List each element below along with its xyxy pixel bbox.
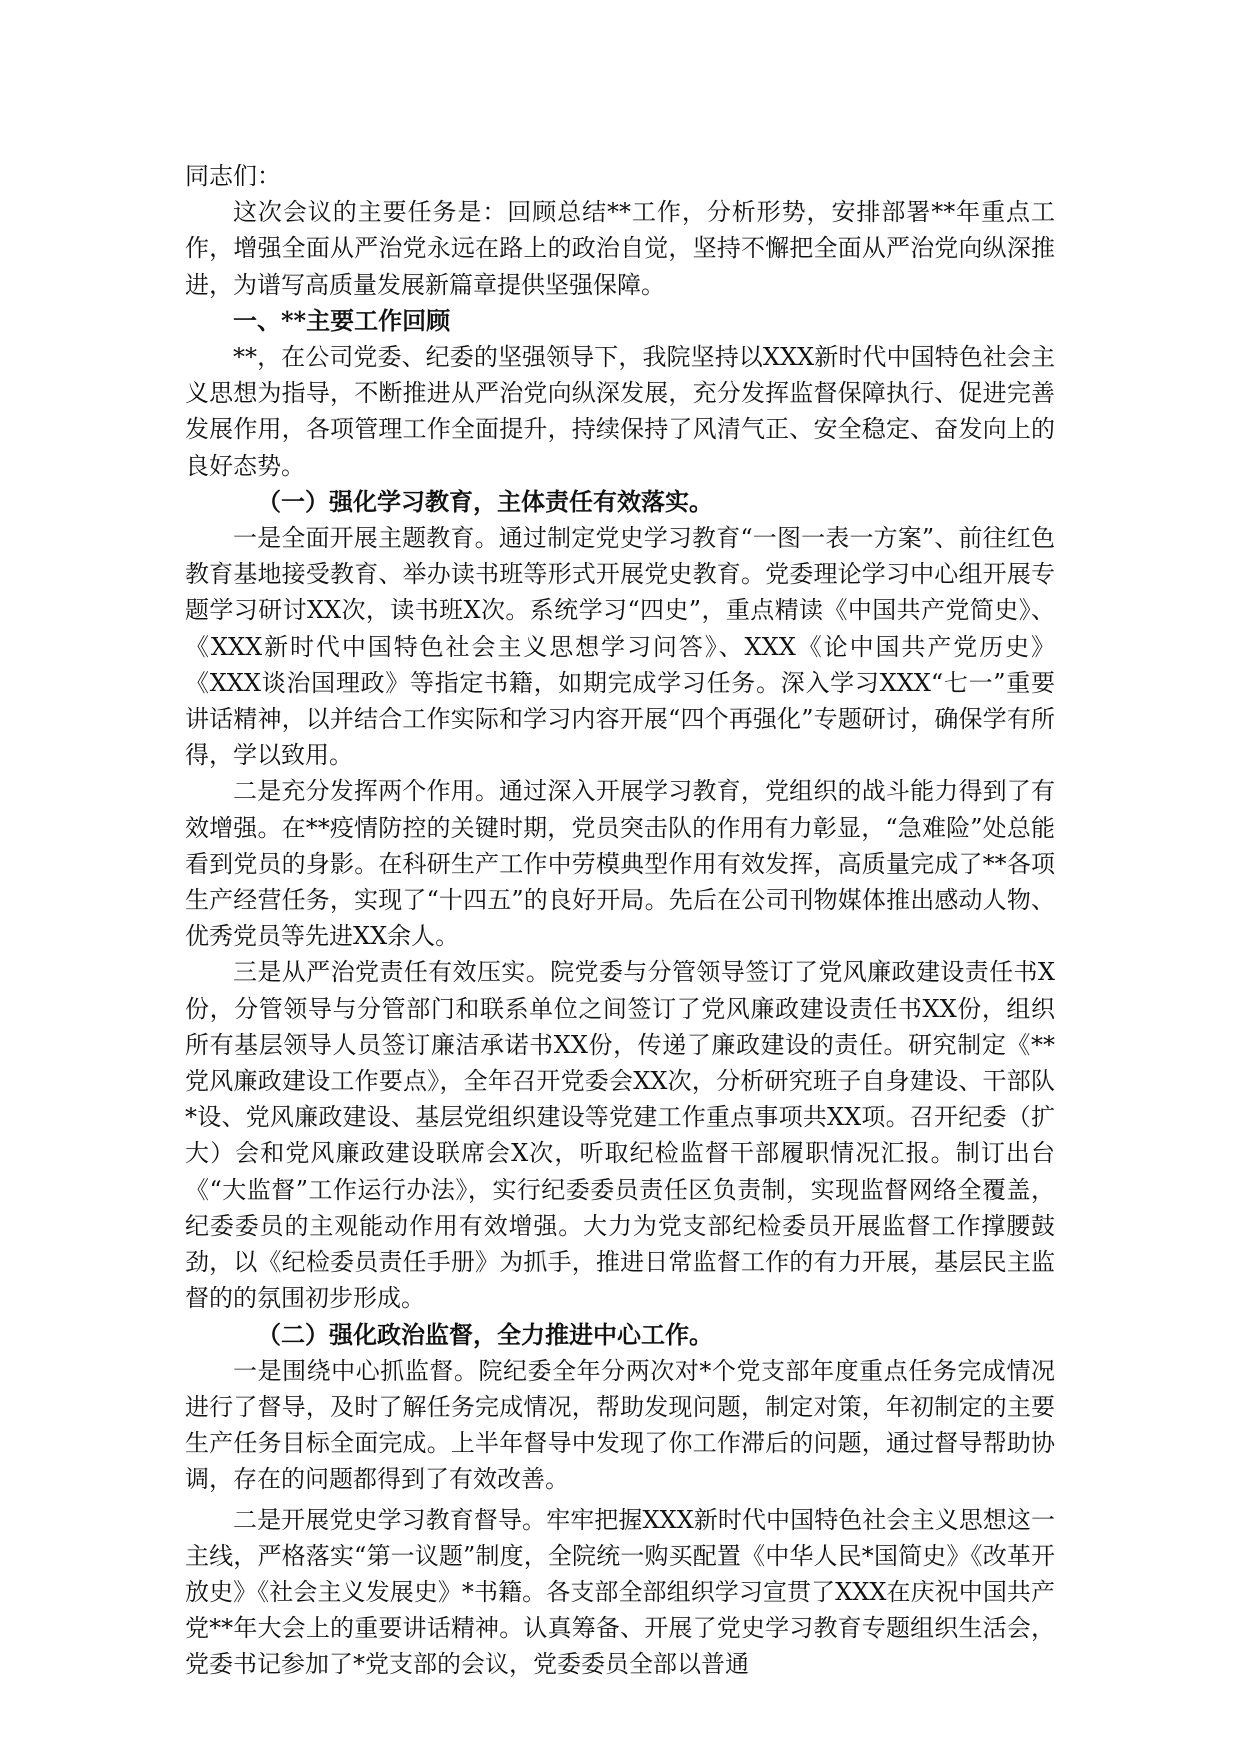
intro-paragraph: 这次会议的主要任务是：回顾总结**工作，分析形势，安排部署**年重点工作，增强全面从严治党永远在路上的政治自觉，坚持不懈把全面从严治党向纵深推进，为谱写高质量发展新篇章提供坚强保障。 xyxy=(185,198,1055,299)
section1-intro-paragraph: **，在公司党委、纪委的坚强领导下，我院坚持以XXX新时代中国特色社会主义思想为指导，不断推进从严治党向纵深发展，充分发挥监督保障执行、促进完善发展作用，各项管理工作全面提升，持续保持了风清气正、安全稳定、奋发向上的良好态势。 xyxy=(185,343,1055,480)
paragraph-responsibility: 三是从严治党责任有效压实。院党委与分管领导签订了党风廉政建设责任书X份，分管领导与分管部门和联系单位之间签订了党风廉政建设责任书XX份，组织所有基层领导人员签订廉洁承诺书XX份，传递了廉政建设的责任。研究制定《**党风廉政建设工作要点》，全年召开党委会XX次，分析研究班子自身建设、干部队*设、党风廉政建设、基层党组织建设等党建工作重点事项共XX项。召开纪委（扩大）会和党风廉政建设联席会X次，听取纪检监督干部履职情况汇报。制订出台《“大监督”工作运行办法》，实行纪委委员责任区负责制，实现监督网络全覆盖，纪委委员的主观能动作用有效增强。大力为党支部纪检委员开展监督工作撑腰鼓劲，以《纪检委员责任手册》为抓手，推进日常监督工作的有力开展，基层民主监督的的氛围初步形成。 xyxy=(185,958,1055,1313)
paragraph-center-supervision: 一是围绕中心抓监督。院纪委全年分两次对*个党支部年度重点任务完成情况进行了督导，及时了解任务完成情况，帮助发现问题，制定对策，年初制定的主要生产任务目标全面完成。上半年督导中发现了你工作滞后的问题，通过督导帮助协调，存在的问题都得到了有效改善。 xyxy=(185,1356,1055,1494)
subsection-heading-1: （一）强化学习教育，主体责任有效落实。 xyxy=(257,486,713,516)
document-page xyxy=(185,158,1055,1683)
paragraph-theme-education: 一是全面开展主题教育。通过制定党史学习教育“一图一表一方案”、前往红色教育基地接受教育、举办读书班等形式开展党史教育。党委理论学习中心组开展专题学习研讨XX次，读书班X次。系统学习“四史”，重点精读《中国共产党简史》、《XXX新时代中国特色社会主义思想学习问答》、XXX《论中国共产党历史》《XXX谈治国理政》等指定书籍，如期完成学习任务。深入学习XXX“七一”重要讲话精神，以并结合工作实际和学习内容开展“四个再强化”专题研讨，确保学有所得，学以致用。 xyxy=(185,524,1055,770)
paragraph-two-roles: 二是充分发挥两个作用。通过深入开展学习教育，党组织的战斗能力得到了有效增强。在**疫情防控的关键时期，党员突击队的作用有力彰显，“急难险”处总能看到党员的身影。在科研生产工作中劳模典型作用有效发挥，高质量完成了**各项生产经营任务，实现了“十四五”的良好开局。先后在公司刊物媒体推出感动人物、优秀党员等先进XX余人。 xyxy=(185,777,1055,951)
paragraph-history-education-supervision: 二是开展党史学习教育督导。牢牢把握XXX新时代中国特色社会主义思想这一主线，严格落实“第一议题”制度，全院统一购买配置《中华人民*国简史》《改革开放史》《社会主义发展史》*书籍。各支部全部组织学习宣贯了XXX在庆祝中国共产党**年大会上的重要讲话精神。认真筹备、开展了党史学习教育专题组织生活会，党委书记参加了*党支部的会议，党委委员全部以普通 xyxy=(185,1505,1055,1679)
subsection-heading-2: （二）强化政治监督，全力推进中心工作。 xyxy=(257,1319,713,1349)
salutation: 同志们： xyxy=(185,162,281,190)
section-heading-1: 一、**主要工作回顾 xyxy=(233,305,451,335)
